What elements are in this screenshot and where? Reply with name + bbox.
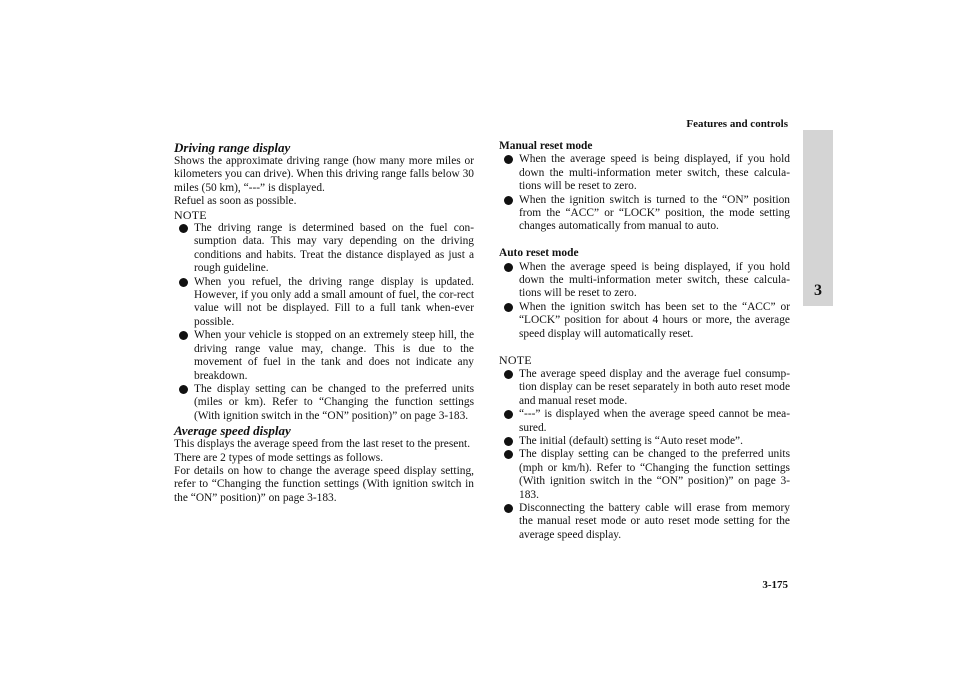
bullet-icon <box>179 331 188 340</box>
page-number: 3-175 <box>762 579 788 591</box>
auto-reset-heading: Auto reset mode <box>499 247 579 260</box>
bullet-icon <box>504 263 513 272</box>
note-item: When you refuel, the driving range display is updated. However, if you only add a small amount of fuel, the cor-rect value will not be displayed. Fill to a full tank when-ever possible. <box>174 276 474 330</box>
average-speed-heading: Average speed display <box>174 423 291 439</box>
right-column <box>499 140 790 542</box>
chapter-tab <box>803 130 833 306</box>
left-column <box>174 140 474 505</box>
list-item: When the ignition switch has been set to the “ACC” or “LOCK” position for about 4 hours or more, the average speed display will automatically reset. <box>499 301 790 341</box>
manual-reset-heading: Manual reset mode <box>499 140 593 152</box>
note-item: The driving range is determined based on the fuel con-sumption data. This may vary depending on the driving conditions and habits. Treat the distance displayed as just a rough guideline. <box>174 222 474 276</box>
mode-settings-text: There are 2 types of mode settings as follows. <box>174 451 384 464</box>
auto-reset-list <box>499 261 790 341</box>
bullet-icon <box>504 303 513 312</box>
note-item: “---” is displayed when the average speed cannot be mea-sured. <box>499 408 790 435</box>
driving-range-notes <box>174 222 474 423</box>
bullet-icon <box>504 504 513 513</box>
chapter-number: 3 <box>814 282 822 299</box>
settings-reference-text: For details on how to change the average speed display setting, refer to “Changing the function settings (With ignition switch in the “ON” position)” on page 3-183. <box>174 464 474 504</box>
bullet-icon <box>179 385 188 394</box>
refuel-instruction: Refuel as soon as possible. <box>174 195 297 208</box>
driving-range-heading: Driving range display <box>174 140 291 155</box>
list-item: When the average speed is being displayed, if you hold down the multi-information meter switch, these calcula-tions will be reset to zero. <box>499 261 790 301</box>
bullet-icon <box>179 278 188 287</box>
list-item: When the average speed is being displayed, if you hold down the multi-information meter switch, these calcula-tions will be reset to zero. <box>499 153 790 193</box>
bullet-icon <box>504 155 513 164</box>
note-item: Disconnecting the battery cable will erase from memory the manual reset mode or auto reset mode setting for the average speed display. <box>499 502 790 542</box>
page-header-title: Features and controls <box>686 118 788 130</box>
bullet-icon <box>504 370 513 379</box>
average-speed-notes <box>499 368 790 542</box>
list-item: When the ignition switch is turned to the “ON” position from the “ACC” or “LOCK” position, the mode setting changes automatically from manual to auto. <box>499 194 790 234</box>
bullet-icon <box>504 410 513 419</box>
note-item: The initial (default) setting is “Auto reset mode”. <box>499 435 790 448</box>
bullet-icon <box>179 224 188 233</box>
bullet-icon <box>504 450 513 459</box>
bullet-icon <box>504 437 513 446</box>
note-label: NOTE <box>499 353 532 368</box>
manual-reset-list <box>499 153 790 233</box>
note-item: The average speed display and the average fuel consump-tion display can be reset separately in both auto reset mode and manual reset mode. <box>499 368 790 408</box>
note-item: When your vehicle is stopped on an extremely steep hill, the driving range value may, change. This is due to the movement of fuel in the tank and does not indicate any breakdown. <box>174 329 474 383</box>
note-label: NOTE <box>174 207 207 222</box>
average-speed-description: This displays the average speed from the last reset to the present. <box>174 438 471 451</box>
note-item: The display setting can be changed to the preferred units (miles or km). Refer to “Changing the function settings (With ignition switch in the “ON” position)” on page 3-183. <box>174 383 474 423</box>
note-item: The display setting can be changed to the preferred units (mph or km/h). Refer to “Changing the function settings (With ignition switch in the “ON” position)” on page 3-183. <box>499 448 790 502</box>
bullet-icon <box>504 196 513 205</box>
driving-range-description: Shows the approximate driving range (how many more miles or kilometers you can drive). When this driving range falls below 30 miles (50 km), “---” is displayed. <box>174 155 474 194</box>
